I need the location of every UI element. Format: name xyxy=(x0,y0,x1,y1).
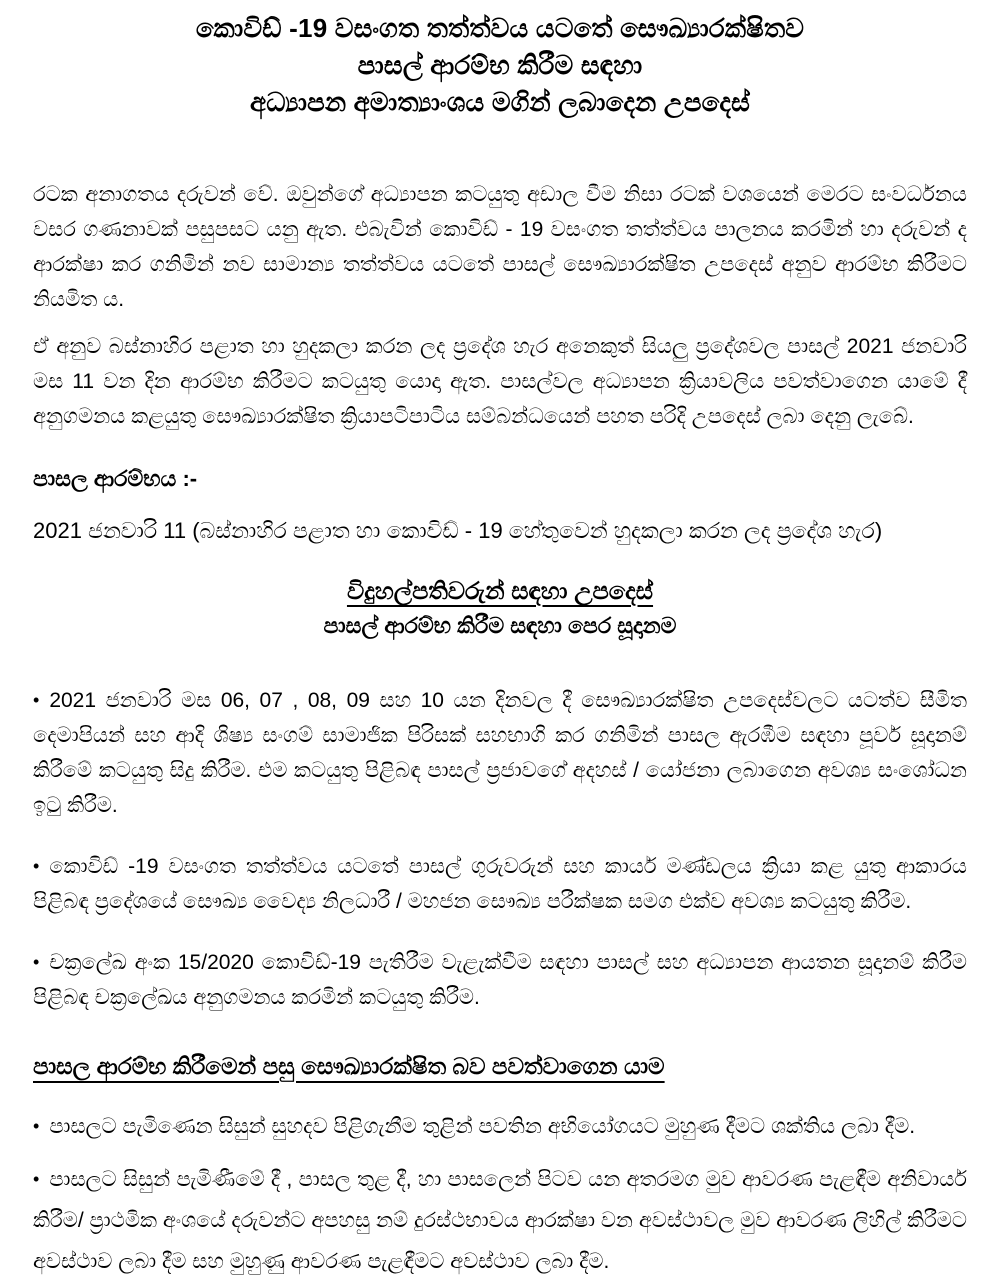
list-item xyxy=(33,849,967,919)
list-item xyxy=(33,1159,967,1282)
title-line-2: පාසල් ආරම්භ කිරීම සඳහා xyxy=(357,50,643,80)
list-item-text: පාසලට පැමිණෙන සිසුන් සුහදව පිළිගැනීම තුළින් පවතින අභියෝගයට මුහුණ දීමට ශක්තිය ලබා දීම. xyxy=(49,1115,916,1138)
principals-section-subheading: පාසල් ආරම්භ කිරීම සඳහා පෙර සූදානම xyxy=(323,613,677,638)
list-item-text: 2021 ජනවාරි මස 06, 07 , 08, 09 සහ 10 යන දිනවල දී සෞඛ්‍යාරක්ෂිත උපදෙස්වලට යටත්ව සීමිත දෙමාපියන් සහ ආදි ශිෂ්‍ය සංගම් සාමාජික පිරිසක් සහභාගි කර ගනිමින් පාසල ඇරඹීම සඳහා පූර්ව සූදානම් කිරීමේ කටයුතු සිදු කිරීම. එම කටයුතු පිළිබඳ පාසල් ප්‍රජාවගේ අදහස් / යෝජනා ලබාගෙන අවශ්‍ය සංශෝධන ඉටු කිරීම. xyxy=(33,689,967,817)
principals-instruction-list xyxy=(33,683,967,1015)
school-start-date-line: 2021 ජනවාරි 11 (බස්නාහිර පළාත හා කොවිඩ් - 19 හේතුවෙන් හුදකලා කරන ලද ප්‍රදේශ හැර) xyxy=(33,518,883,543)
list-item-text: පාසලට සිසුන් පැමිණීමේ දී , පාසල තුළ දී, හා පාසලෙන් පිටව යන අතරමග මුව ආවරණ පැළඳීම අනිවාර්ය කිරීම/ ප්‍රාථමික අංශයේ දරුවන්ට අපහසු නම් දුරස්ථභාවය ආරක්ෂා වන අවස්ථාවල මුව ආවරණ ලිහිල් කිරීමට අවස්ථාව ලබා දීම සහ මුහුණු ආවරණ පැළඳීමට අවස්ථාව ලබා දීම. xyxy=(33,1168,967,1273)
list-item-text: චක්‍රලේඛ අංක 15/2020 කොවිඩ්-19 පැතිරීම වැළැක්වීම සඳහා පාසල් සහ අධ්‍යාපන ආයතන සූදානම් කිරීම පිළිබඳ චක්‍රලේඛය අනුගමනය කරමින් කටයුතු කිරීම. xyxy=(33,951,967,1009)
maintain-health-instruction-list xyxy=(33,1106,967,1282)
maintain-health-section-heading: පාසල ආරම්භ කිරීමෙන් පසු සෞඛ්‍යාරක්ෂිත බව පවත්වාගෙන යාම xyxy=(33,1053,665,1079)
principals-section-heading: විදුහල්පතිවරුන් සඳහා උපදෙස් xyxy=(346,578,654,605)
document-title xyxy=(33,10,967,121)
title-line-3: අධ්‍යාපන අමාත්‍යාංශය මගින් ලබාදෙන උපදෙස් xyxy=(249,87,751,117)
list-item xyxy=(33,1106,967,1147)
intro-paragraph-1: රටක අනාගතය දරුවන් වේ. ඔවුන්ගේ අධ්‍යාපන කටයුතු අඩාල වීම නිසා රටක් වශයෙන් මෙරට සංවර්ධනය වසර ගණනාවක් පසුපසට යනු ඇත. එබැවින් කොවිඩ් - 19 වසංගත තත්ත්වය පාලනය කරමින් හා දරුවන් ද ආරක්ෂා කර ගනිමින් නව සාමාන්‍ය තත්ත්වය යටතේ පාසල් සෞඛ්‍යාරක්ෂිත උපදෙස් අනුව ආරම්භ කිරීමට නියමිත ය. xyxy=(33,183,967,311)
list-item-text: කොවිඩ් -19 වසංගත තත්ත්වය යටතේ පාසල් ගුරුවරුන් සහ කාර්ය මණ්ඩලය ක්‍රියා කළ යුතු ආකාරය පිළිබඳ ප්‍රදේශයේ සෞඛ්‍ය වෛද්‍ය නිලධාරී / මහජන සෞඛ්‍ය පරීක්ෂක සමග එක්ව අවශ්‍ය කටයුතු කිරීම. xyxy=(33,855,967,913)
bullet-icon: • xyxy=(33,952,40,972)
bullet-icon: • xyxy=(33,1169,40,1189)
list-item xyxy=(33,945,967,1015)
title-line-1: කොවිඩ් -19 වසංගත තත්ත්වය යටතේ සෞඛ්‍යාරක්ෂිතව xyxy=(195,13,805,43)
school-start-heading: පාසල ආරම්භය :- xyxy=(33,466,198,491)
bullet-icon: • xyxy=(33,856,40,876)
bullet-icon: • xyxy=(33,1116,40,1136)
bullet-icon: • xyxy=(33,690,40,710)
list-item xyxy=(33,683,967,823)
intro-paragraph-2: ඒ අනුව බස්නාහිර පළාත හා හුදකලා කරන ලද ප්‍රදේශ හැර අනෙකුත් සියලු ප්‍රදේශවල පාසල් 2021 ජනවාරි මස 11 වන දින ආරම්භ කිරීමට කටයුතු යොදා ඇත. පාසල්වල අධ්‍යාපන ක්‍රියාවලිය පවත්වාගෙන යාමේ දී අනුගමනය කළයුතු සෞඛ්‍යාරක්ෂිත ක්‍රියාපටිපාටිය සම්බන්ධයෙන් පහත පරිදි උපදෙස් ලබා දෙනු ලැබේ. xyxy=(33,335,967,428)
